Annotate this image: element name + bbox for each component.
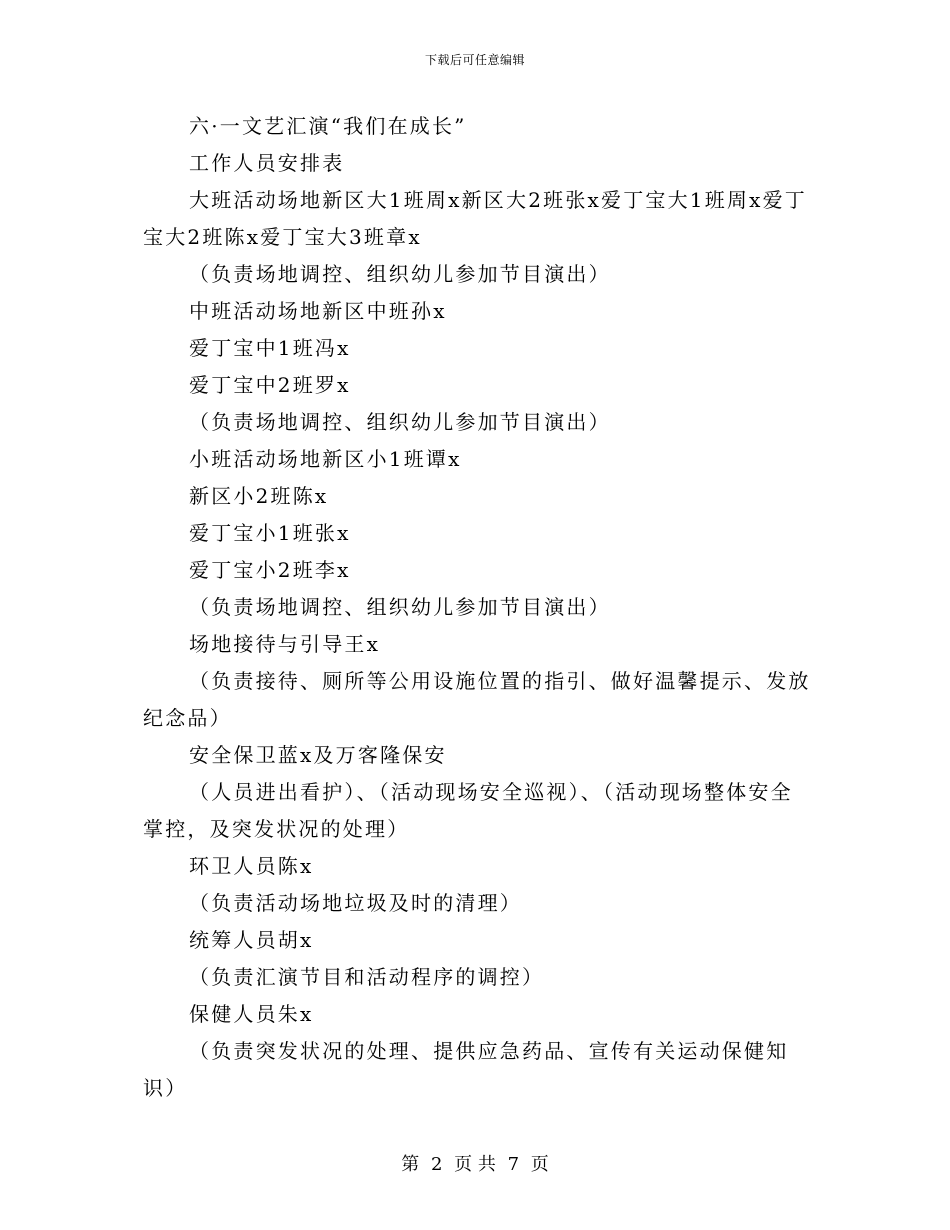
paragraph-staff-line: 爱丁宝中1班冯x xyxy=(189,336,351,360)
paragraph-staff-line: 爱丁宝小2班李x xyxy=(189,558,351,582)
paragraph-health-staff: 保健人员朱x xyxy=(189,1002,314,1026)
paragraph-large-class-venue: 大班活动场地新区大1班周x新区大2班张x爱丁宝大1班周x爱丁宝大2班陈x爱丁宝大3班章x xyxy=(143,188,808,249)
paragraph-duty-note: （负责汇演节目和活动程序的调控） xyxy=(189,965,545,989)
paragraph-small-class-venue: 小班活动场地新区小1班谭x xyxy=(189,447,462,471)
page-number-total: 7 xyxy=(507,1154,520,1175)
document-title: 六·一文艺汇演“我们在成长” xyxy=(189,114,467,138)
document-subtitle: 工作人员安排表 xyxy=(189,151,345,175)
page-number-current: 2 xyxy=(430,1154,443,1175)
paragraph-duty-note: （负责活动场地垃圾及时的清理） xyxy=(189,891,522,915)
paragraph-duty-note: （人员进出看护）、（活动现场安全巡视）、（活动现场整体安全掌控，及突发状况的处理） xyxy=(143,780,793,841)
page-label-mid: 页 共 xyxy=(454,1154,496,1175)
paragraph-sanitation: 环卫人员陈x xyxy=(189,854,314,878)
paragraph-security: 安全保卫蓝x及万客隆保安 xyxy=(189,743,447,767)
paragraph-staff-line: 新区小2班陈x xyxy=(189,484,329,508)
paragraph-staff-line: 爱丁宝小1班张x xyxy=(189,521,351,545)
paragraph-duty-note: （负责接待、厕所等公用设施位置的指引、做好温馨提示、发放纪念品） xyxy=(143,669,811,730)
paragraph-reception: 场地接待与引导王x xyxy=(189,632,381,656)
paragraph-duty-note: （负责场地调控、组织幼儿参加节目演出） xyxy=(189,595,611,619)
page-label-suffix: 页 xyxy=(530,1154,549,1175)
paragraph-duty-note: （负责场地调控、组织幼儿参加节目演出） xyxy=(189,410,611,434)
document-body xyxy=(143,108,811,1107)
page-header: 下载后可任意编辑 xyxy=(424,53,525,67)
page-label-prefix: 第 xyxy=(401,1154,420,1175)
paragraph-duty-note: （负责场地调控、组织幼儿参加节目演出） xyxy=(189,262,611,286)
paragraph-duty-note: （负责突发状况的处理、提供应急药品、宣传有关运动保健知识） xyxy=(143,1039,789,1100)
paragraph-staff-line: 爱丁宝中2班罗x xyxy=(189,373,351,397)
paragraph-coordinator: 统筹人员胡x xyxy=(189,928,314,952)
paragraph-middle-class-venue: 中班活动场地新区中班孙x xyxy=(189,299,447,323)
page-footer xyxy=(0,1153,950,1177)
